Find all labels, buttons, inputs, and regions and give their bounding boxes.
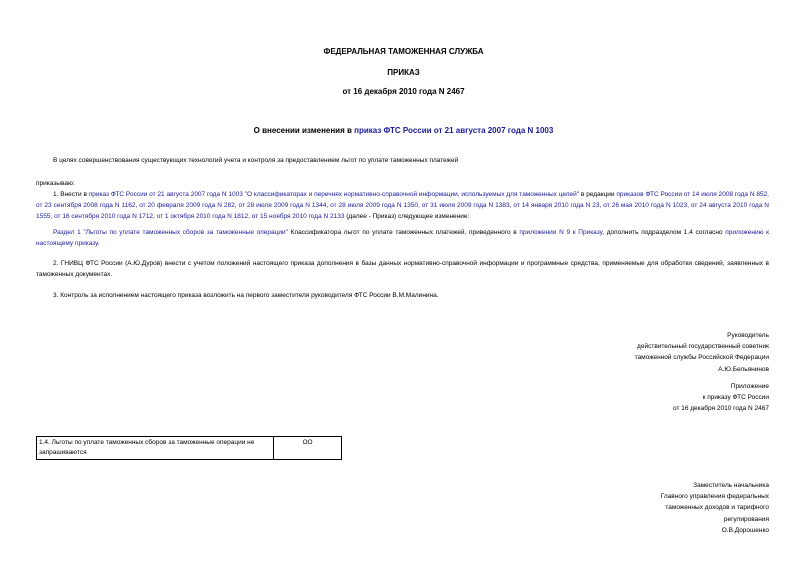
p1-num: 1. Внести в	[53, 191, 89, 198]
p1a-link-appendix9[interactable]: приложении N 9 к Приказу	[519, 229, 603, 236]
p1a-text1: Классификатора льгот по уплате таможенных платежей, приведенного в	[287, 229, 520, 236]
p1a-text3: .	[97, 240, 100, 248]
preamble: В целях совершенствования существующих технологий учета и контроля за предоставлением льгот по уплате таможенных платежей	[53, 157, 459, 164]
p1-link-order[interactable]: приказ ФТС России от 21 августа 2007 года N 1003	[88, 191, 243, 198]
signature-line-3: таможенной службы Российской Федерации	[634, 354, 769, 362]
appendix-block	[673, 381, 769, 415]
p1-link-orders[interactable]: приказов ФТС России от 14 июля 2008 года N 852, от 23 сентября 2008 года N 1162, от 20 февраля 2009 года N 282, от 28 июля 2009 года N 1344, от 28 июля 2009 года N 1350, от 31 июля 2009 года N 1383, от 14 января 2010 года N 23, от 26 мая 2010 года N 1023, от 24 августа 2010 года N 1555, от 16 сентября 2010 года N 1712, от 1 октября 2010 года N 1812, от 15 ноября 2010 года N 2133	[36, 191, 769, 221]
benefits-table	[36, 436, 342, 460]
p1-text2: в редакции	[579, 191, 617, 198]
signature-line-2: действительный государственный советник	[637, 343, 769, 351]
signature2-line-5: О.В.Дорошенко	[721, 526, 769, 534]
p1a-text2: , дополнить подразделом 1.4 согласно	[602, 229, 726, 236]
paragraph-1a	[36, 227, 769, 249]
table-row	[37, 437, 342, 460]
signature2-line-4: регулирования	[723, 515, 769, 523]
appendix-line-1: Приложение	[730, 383, 769, 390]
header-org: ФЕДЕРАЛЬНАЯ ТАМОЖЕННАЯ СЛУЖБА	[323, 47, 484, 56]
signature2-line-1: Заместитель начальника	[693, 482, 769, 489]
p1a-link-section[interactable]: Раздел 1 "Льготы по уплате таможенных сборов за таможенные операции"	[53, 229, 288, 236]
signature-line-4: А.Ю.Бельянинов	[718, 365, 769, 373]
paragraph-1	[36, 189, 769, 223]
p1-text1: "О классификаторах и перечнях нормативно-справочной информации, используемых для таможенных целей"	[242, 191, 580, 198]
table-cell-description: 1.4. Льготы по уплате таможенных сборов за таможенные операции не запрашиваются	[37, 437, 274, 460]
signature2-block	[661, 480, 769, 536]
appendix-line-3: от 16 декабря 2010 года N 2467	[672, 405, 769, 413]
header-date: от 16 декабря 2010 года N 2467	[342, 87, 465, 96]
p1a-link-appendix[interactable]: приложению к настоящему приказу	[36, 229, 769, 248]
signature-line-1: Руководитель	[727, 332, 769, 339]
header-doc-type: ПРИКАЗ	[387, 68, 420, 77]
paragraph-3: 3. Контроль за исполнением настоящего приказа возложить на первого заместителя руководителя ФТС России В.М.Малинина.	[53, 292, 439, 299]
signature2-line-3: таможенных доходов и тарифного	[665, 504, 769, 512]
signature-block	[635, 330, 769, 375]
p1-text3: (далее - Приказ) следующее изменение:	[344, 213, 470, 221]
page-title	[0, 126, 807, 135]
table-cell-code: ОО	[274, 437, 342, 460]
prikazyvayu: приказываю:	[36, 180, 75, 187]
paragraph-2: 2. ГНИВЦ ФТС России (А.Ю.Дуров) внести с учетом положений настоящего приказа дополнения в базы данных нормативно-справочной информации и программные средства, применяемые для обработки сведений, заявленных в таможенных документах.	[36, 260, 769, 279]
title-link[interactable]: приказ ФТС России от 21 августа 2007 года N 1003	[354, 126, 554, 135]
signature2-line-2: Главного управления федеральных	[660, 493, 769, 501]
appendix-line-2: к приказу ФТС России	[702, 394, 769, 402]
title-prefix: О внесении изменения в	[253, 126, 355, 135]
